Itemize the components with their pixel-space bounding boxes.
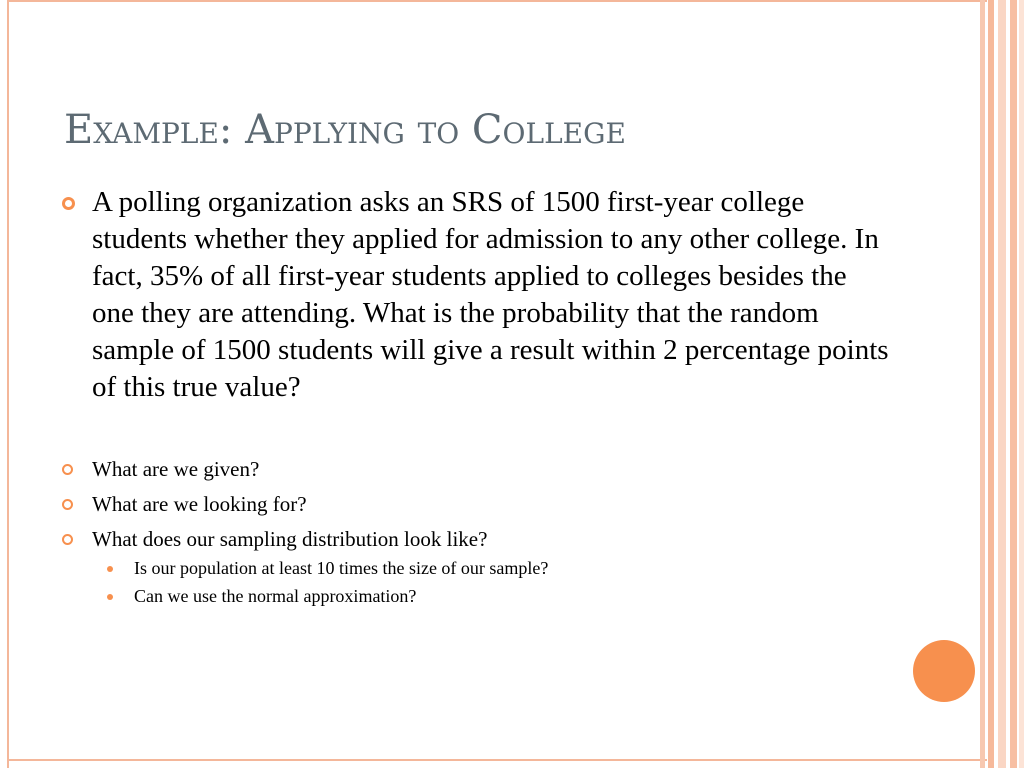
slide-title: Example: Applying to College bbox=[64, 107, 626, 153]
slide-content bbox=[62, 184, 892, 613]
filled-dot-icon bbox=[107, 566, 113, 572]
frame-bottom-line bbox=[7, 759, 987, 761]
orange-circle-decoration bbox=[913, 640, 975, 702]
bullet-text: What are we given? bbox=[92, 457, 260, 481]
main-bullet-text: A polling organization asks an SRS of 1500 first-year college students whether they applied for admission to any other college. In fact, 35% of all first-year students applied to colleges besides the one they are attending. What is the probability that the random sample of 1500 students will give a result within 2 percentage points of this true value? bbox=[92, 186, 889, 403]
sub-bullet-item bbox=[62, 585, 892, 608]
decorative-stripe bbox=[988, 0, 994, 768]
bullet-item bbox=[62, 456, 892, 483]
bullet-item bbox=[62, 491, 892, 518]
bullet-text: What are we looking for? bbox=[92, 492, 307, 516]
hollow-circle-icon bbox=[62, 197, 75, 210]
frame-left-line bbox=[7, 0, 9, 768]
bullet-text: What does our sampling distribution look like? bbox=[92, 527, 488, 551]
decorative-stripe bbox=[1010, 0, 1017, 768]
sub-bullet-text: Is our population at least 10 times the size of our sample? bbox=[134, 558, 549, 578]
filled-dot-icon bbox=[107, 594, 113, 600]
bullet-item bbox=[62, 526, 892, 553]
decorative-stripe bbox=[998, 0, 1006, 768]
frame-top-line bbox=[7, 0, 987, 2]
main-bullet bbox=[62, 184, 892, 406]
decorative-stripe bbox=[980, 0, 985, 768]
hollow-circle-icon bbox=[62, 499, 73, 510]
sub-bullet-text: Can we use the normal approximation? bbox=[134, 586, 417, 606]
hollow-circle-icon bbox=[62, 534, 73, 545]
decorative-stripe bbox=[1019, 0, 1024, 768]
hollow-circle-icon bbox=[62, 464, 73, 475]
sub-bullet-item bbox=[62, 557, 892, 580]
